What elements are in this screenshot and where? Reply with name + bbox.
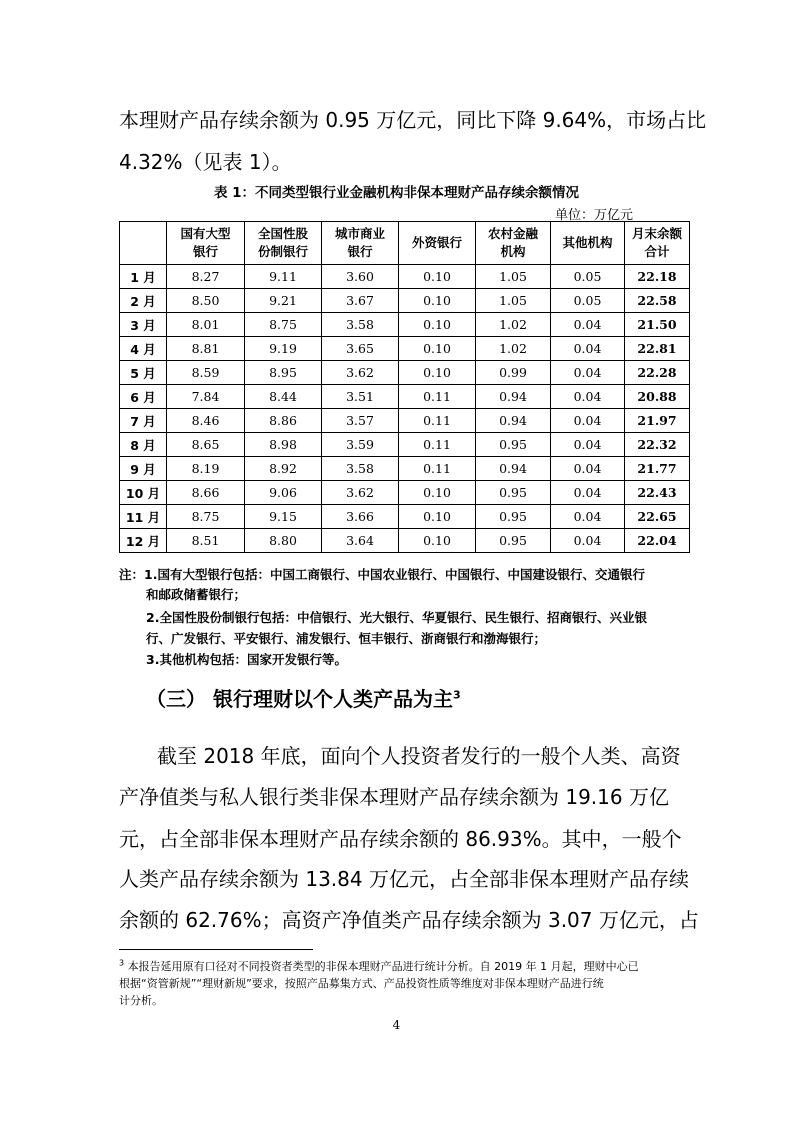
intro-line-1: 本理财产品存续余额为 0.95 万亿元，同比下降 9.64%，市场占比 [119, 108, 707, 132]
table-row [120, 529, 690, 553]
value-cell: 3.60 [322, 265, 399, 289]
column-header-line: 合计 [644, 244, 670, 259]
value-cell: 0.11 [399, 457, 476, 481]
column-header-line: 月末余额 [631, 226, 682, 241]
note-3: 3.其他机构包括：国家开发银行等。 [146, 652, 347, 667]
value-cell: 0.94 [476, 457, 551, 481]
footnote-ref: 3 [452, 688, 461, 702]
value-cell: 0.04 [551, 361, 625, 385]
value-cell: 0.05 [551, 265, 625, 289]
column-header [476, 222, 551, 265]
value-cell: 1.05 [476, 265, 551, 289]
value-cell: 3.58 [322, 313, 399, 337]
value-cell: 0.11 [399, 385, 476, 409]
body-line-1: 截至 2018 年底，面向个人投资者发行的一般个人类、高资 [157, 744, 681, 768]
month-cell: 5 月 [120, 361, 167, 385]
value-cell: 3.59 [322, 433, 399, 457]
column-header-line: 农村金融 [487, 226, 538, 241]
total-cell: 22.18 [625, 265, 690, 289]
column-header-line: 城市商业 [334, 226, 385, 241]
value-cell: 0.11 [399, 433, 476, 457]
page-number: 4 [392, 1018, 401, 1032]
value-cell: 0.95 [476, 529, 551, 553]
column-header-line: 银行 [192, 244, 218, 259]
footnote-text-1: 本报告延用原有口径对不同投资者类型的非保本理财产品进行统计分析。自 2019 年 1 月起，理财中心已 [124, 960, 639, 973]
value-cell: 8.86 [245, 409, 322, 433]
value-cell: 8.59 [167, 361, 245, 385]
footnote-line-1 [119, 958, 639, 974]
value-cell: 1.02 [476, 313, 551, 337]
note-2b: 行、广发银行、平安银行、浦发银行、恒丰银行、浙商银行和渤海银行； [146, 631, 547, 646]
value-cell: 0.95 [476, 505, 551, 529]
value-cell: 0.10 [399, 337, 476, 361]
value-cell: 8.51 [167, 529, 245, 553]
value-cell: 8.98 [245, 433, 322, 457]
value-cell: 3.51 [322, 385, 399, 409]
value-cell: 0.10 [399, 289, 476, 313]
value-cell: 3.62 [322, 361, 399, 385]
column-header-line: 全国性股 [257, 226, 308, 241]
value-cell: 3.62 [322, 481, 399, 505]
table-row [120, 313, 690, 337]
value-cell: 9.21 [245, 289, 322, 313]
value-cell: 0.04 [551, 313, 625, 337]
month-cell: 6 月 [120, 385, 167, 409]
value-cell: 0.05 [551, 289, 625, 313]
footnote-line-2: 根据“资管新规”“理财新规”要求，按照产品募集方式、产品投资性质等维度对非保本理财产品进行统 [119, 977, 604, 990]
month-cell: 2 月 [120, 289, 167, 313]
column-header-line: 银行 [347, 244, 373, 259]
value-cell: 8.27 [167, 265, 245, 289]
table-caption: 表 1：不同类型银行业金融机构非保本理财产品存续余额情况 [213, 185, 580, 201]
month-cell: 4 月 [120, 337, 167, 361]
table-row [120, 361, 690, 385]
column-header-line: 国有大型 [180, 226, 231, 241]
column-header [625, 222, 690, 265]
value-cell: 9.15 [245, 505, 322, 529]
value-cell: 0.04 [551, 385, 625, 409]
column-header [322, 222, 399, 265]
value-cell: 8.19 [167, 457, 245, 481]
column-header [551, 222, 625, 265]
value-cell: 0.04 [551, 505, 625, 529]
intro-line-2: 4.32%（见表 1）。 [119, 150, 292, 174]
value-cell: 1.02 [476, 337, 551, 361]
value-cell: 8.75 [167, 505, 245, 529]
value-cell: 3.58 [322, 457, 399, 481]
value-cell: 0.94 [476, 385, 551, 409]
column-header-line: 其他机构 [562, 235, 613, 250]
value-cell: 0.04 [551, 409, 625, 433]
value-cell: 0.10 [399, 481, 476, 505]
footnote-line-3: 计分析。 [119, 994, 163, 1007]
value-cell: 3.65 [322, 337, 399, 361]
table-row [120, 409, 690, 433]
value-cell: 3.64 [322, 529, 399, 553]
total-cell: 21.50 [625, 313, 690, 337]
table-row [120, 433, 690, 457]
value-cell: 1.05 [476, 289, 551, 313]
month-cell: 7 月 [120, 409, 167, 433]
table-row [120, 289, 690, 313]
table-row [120, 505, 690, 529]
column-header [167, 222, 245, 265]
note-2a: 2.全国性股份制银行包括：中信银行、光大银行、华夏银行、民生银行、招商银行、兴业银 [146, 610, 647, 625]
month-cell: 10 月 [120, 481, 167, 505]
value-cell: 8.50 [167, 289, 245, 313]
column-header-line: 份制银行 [257, 244, 308, 259]
body-line-4: 人类产品存续余额为 13.84 万亿元，占全部非保本理财产品存续 [119, 867, 689, 891]
month-cell: 8 月 [120, 433, 167, 457]
column-header [245, 222, 322, 265]
table-row [120, 457, 690, 481]
column-header [120, 222, 167, 265]
body-line-3: 元，占全部非保本理财产品存续余额的 86.93%。其中，一般个 [119, 827, 682, 851]
value-cell: 0.10 [399, 265, 476, 289]
total-cell: 22.04 [625, 529, 690, 553]
note-1a: 注：1.国有大型银行包括：中国工商银行、中国农业银行、中国银行、中国建设银行、交通银行 [119, 567, 645, 582]
value-cell: 8.01 [167, 313, 245, 337]
value-cell: 0.04 [551, 337, 625, 361]
note-1b: 和邮政储蓄银行； [146, 587, 247, 602]
month-cell: 1 月 [120, 265, 167, 289]
value-cell: 0.99 [476, 361, 551, 385]
footnote-mark: 3 [119, 958, 125, 968]
table-row [120, 265, 690, 289]
column-header [399, 222, 476, 265]
footnote-rule [119, 949, 313, 950]
total-cell: 22.43 [625, 481, 690, 505]
value-cell: 3.66 [322, 505, 399, 529]
value-cell: 9.19 [245, 337, 322, 361]
value-cell: 0.95 [476, 433, 551, 457]
total-cell: 20.88 [625, 385, 690, 409]
value-cell: 9.06 [245, 481, 322, 505]
value-cell: 3.67 [322, 289, 399, 313]
total-cell: 22.58 [625, 289, 690, 313]
section-heading [146, 683, 461, 712]
table-unit: 单位：万亿元 [555, 208, 634, 223]
value-cell: 8.80 [245, 529, 322, 553]
value-cell: 0.10 [399, 529, 476, 553]
value-cell: 0.10 [399, 361, 476, 385]
total-cell: 22.81 [625, 337, 690, 361]
section-heading-text: （三） 银行理财以个人类产品为主 [146, 687, 453, 711]
value-cell: 8.81 [167, 337, 245, 361]
value-cell: 0.10 [399, 313, 476, 337]
value-cell: 7.84 [167, 385, 245, 409]
month-cell: 3 月 [120, 313, 167, 337]
balance-table [119, 221, 690, 553]
table-row [120, 481, 690, 505]
total-cell: 21.97 [625, 409, 690, 433]
body-line-5: 余额的 62.76%；高资产净值类产品存续余额为 3.07 万亿元，占 [119, 908, 699, 932]
value-cell: 0.04 [551, 457, 625, 481]
value-cell: 0.04 [551, 529, 625, 553]
total-cell: 22.32 [625, 433, 690, 457]
month-cell: 11 月 [120, 505, 167, 529]
total-cell: 21.77 [625, 457, 690, 481]
table-row [120, 385, 690, 409]
value-cell: 8.66 [167, 481, 245, 505]
value-cell: 9.11 [245, 265, 322, 289]
value-cell: 0.04 [551, 481, 625, 505]
total-cell: 22.28 [625, 361, 690, 385]
month-cell: 9 月 [120, 457, 167, 481]
column-header-line: 机构 [500, 244, 526, 259]
value-cell: 8.46 [167, 409, 245, 433]
column-header-line: 外资银行 [411, 235, 462, 250]
value-cell: 8.75 [245, 313, 322, 337]
body-line-2: 产净值类与私人银行类非保本理财产品存续余额为 19.16 万亿 [119, 785, 669, 809]
value-cell: 8.44 [245, 385, 322, 409]
value-cell: 0.10 [399, 505, 476, 529]
table-header-row [120, 222, 690, 265]
value-cell: 8.92 [245, 457, 322, 481]
value-cell: 0.11 [399, 409, 476, 433]
month-cell: 12 月 [120, 529, 167, 553]
value-cell: 8.95 [245, 361, 322, 385]
value-cell: 0.04 [551, 433, 625, 457]
value-cell: 8.65 [167, 433, 245, 457]
value-cell: 0.94 [476, 409, 551, 433]
total-cell: 22.65 [625, 505, 690, 529]
value-cell: 3.57 [322, 409, 399, 433]
value-cell: 0.95 [476, 481, 551, 505]
table-row [120, 337, 690, 361]
